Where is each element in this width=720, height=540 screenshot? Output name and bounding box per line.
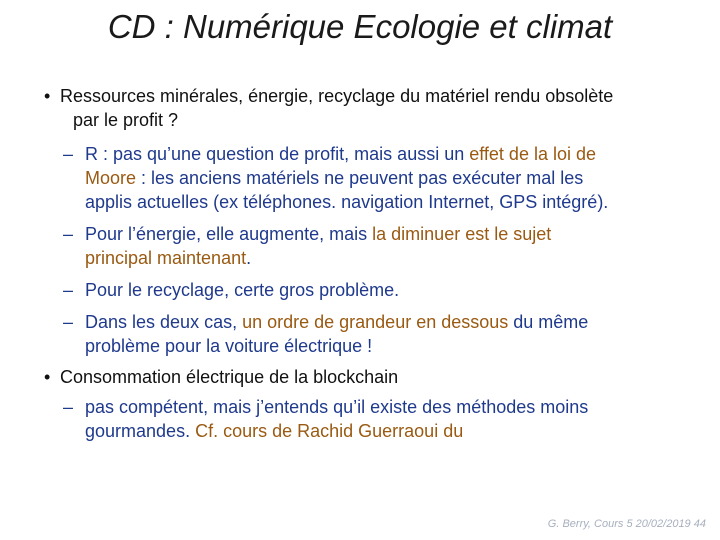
slide-footer (548, 518, 706, 530)
sub-1-2-line-2 (85, 246, 551, 270)
highlight-run: effet de la loi de (469, 144, 596, 164)
footer-author: G. Berry, Cours 5 (547, 518, 633, 530)
bullet-1-line-2: par le profit ? (73, 110, 179, 130)
highlight-run: Cf. cours de Rachid Guerraoui du (195, 421, 464, 441)
sub-1-1-line-1 (85, 142, 608, 166)
bullet-dot: • (44, 86, 51, 106)
text-run: R : pas qu’une question de profit, mais aussi un (85, 144, 470, 164)
sub-1-4-line-2: problème pour la voiture électrique ! (85, 336, 373, 356)
text-run: : les anciens matériels ne peuvent pas exécuter mal les (136, 168, 584, 188)
sub-2-1-line-1: pas compétent, mais j’entends qu’il existe des méthodes moins (85, 397, 589, 417)
sub-bullet-1-1 (63, 142, 609, 214)
sub-1-2-line-1 (85, 222, 551, 246)
dash-mark: – (63, 224, 74, 244)
sub-1-1-line-3: applis actuelles (ex téléphones. navigation Internet, GPS intégré). (85, 192, 609, 212)
text-run: gourmandes. (85, 421, 196, 441)
bullet-1 (44, 84, 614, 132)
sub-1-1-line-2 (85, 166, 608, 190)
sub-1-4-line-1 (85, 310, 588, 334)
text-run: du même (508, 312, 589, 332)
sub-bullet-1-2 (63, 222, 552, 270)
text-run: Dans les deux cas, (85, 312, 243, 332)
dash-mark: – (63, 397, 74, 417)
sub-bullet-2-1 (63, 395, 589, 443)
sub-bullet-1-4 (63, 310, 589, 358)
dash-mark: – (63, 280, 74, 300)
dash-mark: – (63, 144, 74, 164)
highlight-run: un ordre de grandeur en dessous (242, 312, 509, 332)
highlight-run: Moore (85, 168, 137, 188)
sub-2-1-line-2 (85, 419, 588, 443)
slide-title: CD : Numérique Ecologie et climat (107, 8, 613, 45)
bullet-2 (44, 365, 399, 389)
footer-page-number: 44 (693, 518, 706, 530)
bullet-dot: • (44, 367, 51, 387)
sub-1-3-line-1: Pour le recyclage, certe gros problème. (85, 280, 400, 300)
footer-date: 20/02/2019 (635, 518, 691, 530)
highlight-run: principal maintenant (85, 248, 247, 268)
text-run: . (246, 248, 252, 268)
dash-mark: – (63, 312, 74, 332)
bullet-2-line-1: Consommation électrique de la blockchain (60, 367, 399, 387)
bullet-1-line-1: Ressources minérales, énergie, recyclage du matériel rendu obsolète (60, 86, 614, 106)
sub-bullet-1-3 (63, 278, 400, 302)
highlight-run: la diminuer est le sujet (372, 224, 552, 244)
text-run: Pour l’énergie, elle augmente, mais (85, 224, 373, 244)
